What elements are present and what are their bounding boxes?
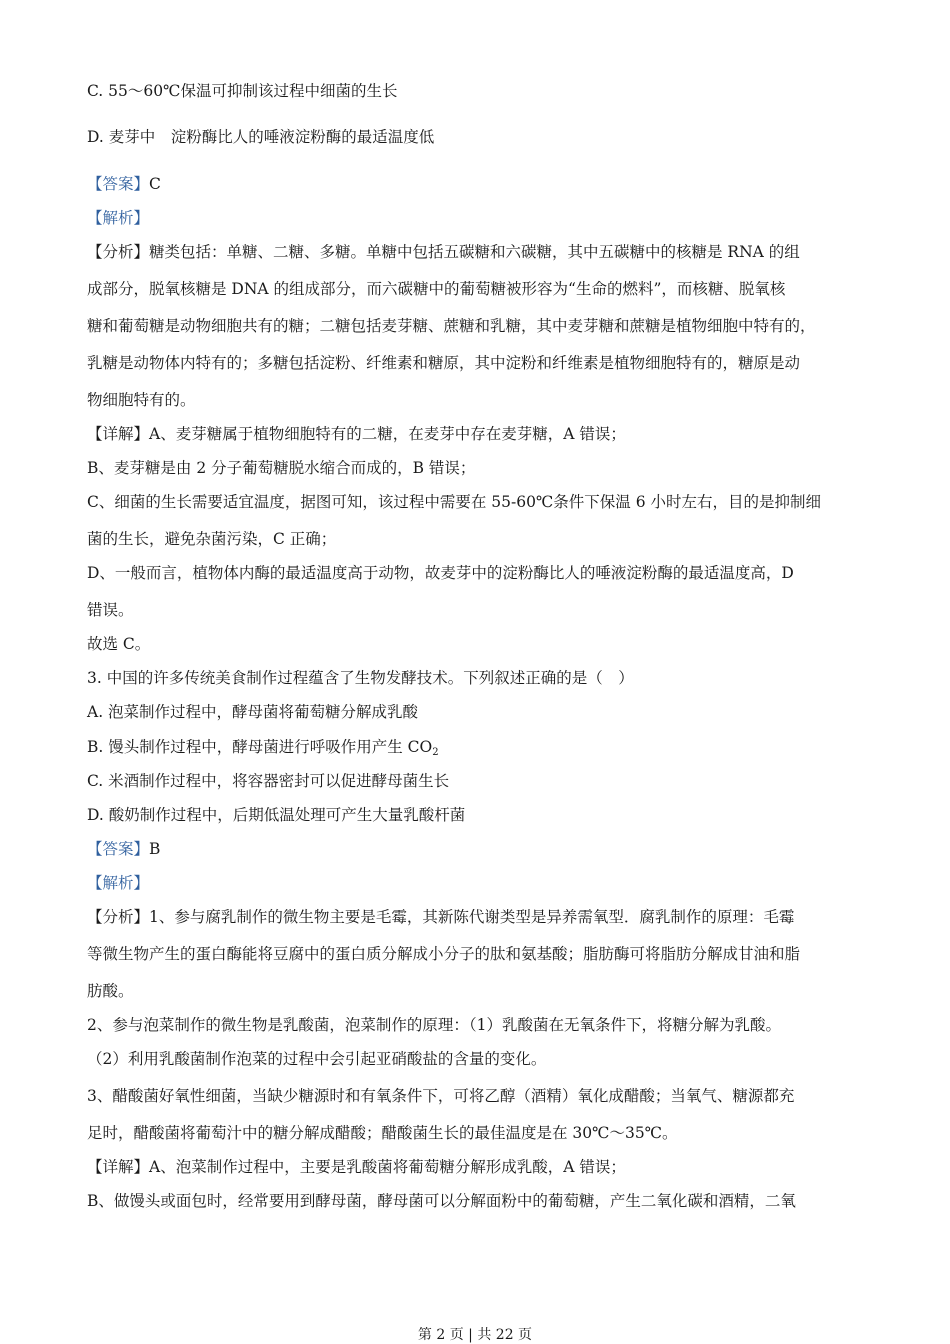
paragraph-line: 足时，醋酸菌将葡萄汁中的糖分解成醋酸；醋酸菌生长的最佳温度是在 30℃～35℃。 <box>87 1124 678 1142</box>
detail-line: C、细菌的生长需要适宜温度，据图可知，该过程中需要在 55-60℃条件下保温 6 小时左右，目的是抑制细 <box>87 493 822 511</box>
paragraph-line: 【分析】糖类包括：单糖、二糖、多糖。单糖中包括五碳糖和六碳糖，其中五碳糖中的核糖是 RNA 的组 <box>87 243 800 261</box>
page-footer: 第 2 页 | 共 22 页 <box>417 1327 533 1343</box>
paragraph-line: 2、参与泡菜制作的微生物是乳酸菌，泡菜制作的原理：（1）乳酸菌在无氧条件下，将糖分解为乳酸。 <box>87 1016 781 1034</box>
detail-line: D、一般而言，植物体内酶的最适温度高于动物，故麦芽中的淀粉酶比人的唾液淀粉酶的最适温度高，D <box>87 564 794 582</box>
detail-line: 【详解】A、麦芽糖属于植物细胞特有的二糖，在麦芽中存在麦芽糖，A 错误； <box>87 425 626 443</box>
option-c: C. 55～60℃保温可抑制该过程中细菌的生长 <box>87 82 398 100</box>
answer-tag: 【答案】 <box>87 840 150 858</box>
answer-line: 【答案】C <box>87 175 161 193</box>
paragraph-line: 【分析】1、参与腐乳制作的微生物主要是毛霉，其新陈代谢类型是异养需氧型．腐乳制作的原理：毛霉 <box>87 908 795 926</box>
paragraph-line: 等微生物产生的蛋白酶能将豆腐中的蛋白质分解成小分子的肽和氨基酸；脂肪酶可将脂肪分解成甘油和脂 <box>87 945 801 963</box>
paragraph-line: 物细胞特有的。 <box>87 391 196 409</box>
detail-line: 菌的生长，避免杂菌污染，C 正确； <box>87 530 337 548</box>
paragraph-line: （2）利用乳酸菌制作泡菜的过程中会引起亚硝酸盐的含量的变化。 <box>87 1050 547 1068</box>
paragraph-line: 3、醋酸菌好氧性细菌，当缺少糖源时和有氧条件下，可将乙醇（酒精）氧化成醋酸；当氧气、糖源都充 <box>87 1087 795 1105</box>
answer-tag: 【答案】 <box>87 175 150 193</box>
option-b: B. 馒头制作过程中，酵母菌进行呼吸作用产生 $CO_2$ <box>87 738 439 758</box>
paragraph-line: 糖和葡萄糖是动物细胞共有的糖；二糖包括麦芽糖、蔗糖和乳糖，其中麦芽糖和蔗糖是植物细胞中特有的， <box>87 317 816 335</box>
question-3: 3. 中国的许多传统美食制作过程蕴含了生物发酵技术。下列叙述正确的是（ ） <box>87 669 634 687</box>
option-c: C. 米酒制作过程中，将容器密封可以促进酵母菌生长 <box>87 772 450 790</box>
detail-line: B、麦芽糖是由 2 分子葡萄糖脱水缩合而成的，B 错误； <box>87 459 476 477</box>
analysis-tag: 【解析】 <box>87 209 150 227</box>
option-a: A. 泡菜制作过程中，酵母菌将葡萄糖分解成乳酸 <box>87 703 419 721</box>
paragraph-line: 肪酸。 <box>87 982 134 1000</box>
conclusion-line: 故选 C。 <box>87 635 151 653</box>
detail-line: B、做馒头或面包时，经常要用到酵母菌，酵母菌可以分解面粉中的葡萄糖，产生二氧化碳和酒精，二氧 <box>87 1192 796 1210</box>
answer-line: 【答案】B <box>87 840 161 858</box>
detail-line: 错误。 <box>87 601 134 619</box>
paragraph-line: 成部分，脱氧核糖是 DNA 的组成部分，而六碳糖中的葡萄糖被形容为“生命的燃料”，而核糖、脱氧核 <box>87 280 786 298</box>
paragraph-line: 乳糖是动物体内特有的；多糖包括淀粉、纤维素和糖原，其中淀粉和纤维素是植物细胞特有的，糖原是动 <box>87 354 801 372</box>
analysis-tag: 【解析】 <box>87 874 150 892</box>
detail-line: 【详解】A、泡菜制作过程中，主要是乳酸菌将葡萄糖分解形成乳酸，A 错误； <box>87 1158 626 1176</box>
option-d: D. 酸奶制作过程中，后期低温处理可产生大量乳酸杆菌 <box>87 806 466 824</box>
option-d: D. 麦芽中 淀粉酶比人的唾液淀粉酶的最适温度低 <box>87 128 435 146</box>
